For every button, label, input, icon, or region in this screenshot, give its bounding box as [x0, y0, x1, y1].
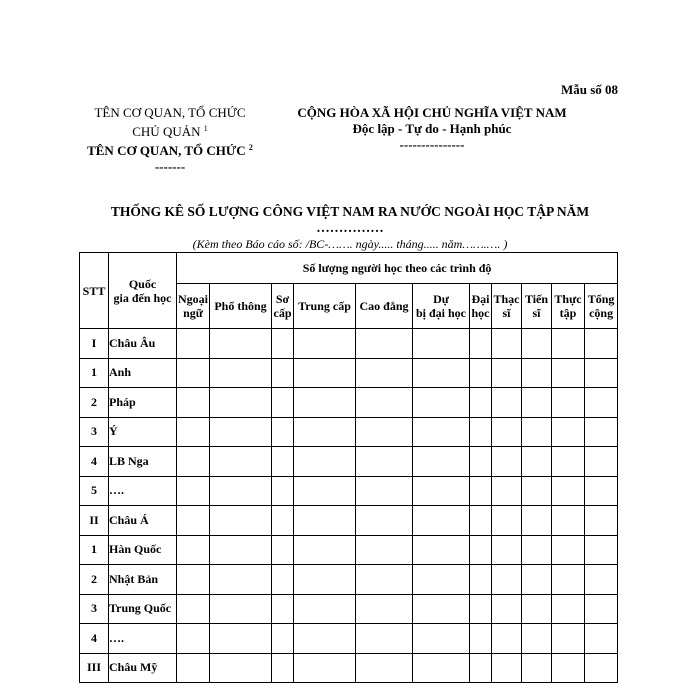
row-value-cell[interactable]: [272, 447, 294, 477]
row-value-cell[interactable]: [210, 476, 272, 506]
row-value-cell[interactable]: [522, 594, 552, 624]
row-value-cell[interactable]: [492, 329, 522, 359]
row-value-cell[interactable]: [585, 358, 618, 388]
row-value-cell[interactable]: [413, 388, 470, 418]
row-value-cell[interactable]: [294, 388, 356, 418]
row-value-cell[interactable]: [522, 653, 552, 683]
row-value-cell[interactable]: [356, 476, 413, 506]
header-level-0: Ngoại ngữ: [177, 284, 210, 329]
row-value-cell[interactable]: [552, 653, 585, 683]
table-row: [80, 624, 618, 654]
row-value-cell[interactable]: [413, 447, 470, 477]
row-value-cell[interactable]: [356, 565, 413, 595]
row-value-cell[interactable]: [585, 653, 618, 683]
row-value-cell[interactable]: [210, 329, 272, 359]
row-value-cell[interactable]: [272, 653, 294, 683]
row-value-cell[interactable]: [492, 476, 522, 506]
row-value-cell[interactable]: [294, 624, 356, 654]
table-row: [80, 506, 618, 536]
row-value-cell[interactable]: [356, 624, 413, 654]
row-value-cell[interactable]: [492, 624, 522, 654]
row-value-cell[interactable]: [522, 535, 552, 565]
row-country: Châu Á: [109, 506, 177, 536]
row-value-cell[interactable]: [413, 653, 470, 683]
table-row: [80, 329, 618, 359]
row-stt: 3: [80, 594, 109, 624]
row-value-cell[interactable]: [356, 329, 413, 359]
row-value-cell[interactable]: [356, 358, 413, 388]
row-value-cell[interactable]: [294, 417, 356, 447]
row-value-cell[interactable]: [177, 506, 210, 536]
row-stt: 5: [80, 476, 109, 506]
row-value-cell[interactable]: [585, 565, 618, 595]
statistics-table: [79, 252, 618, 683]
header-level-5: Dự bị đại học: [413, 284, 470, 329]
motto: Độc lập - Tự do - Hạnh phúc: [352, 121, 512, 136]
row-value-cell[interactable]: [272, 388, 294, 418]
row-value-cell[interactable]: [177, 594, 210, 624]
row-value-cell[interactable]: [356, 653, 413, 683]
row-value-cell[interactable]: [552, 388, 585, 418]
row-value-cell[interactable]: [522, 388, 552, 418]
row-country: Hàn Quốc: [109, 535, 177, 565]
row-value-cell[interactable]: [470, 388, 492, 418]
row-value-cell[interactable]: [272, 624, 294, 654]
row-value-cell[interactable]: [413, 476, 470, 506]
row-value-cell[interactable]: [470, 329, 492, 359]
row-country: Nhật Bản: [109, 565, 177, 595]
table-row: [80, 535, 618, 565]
row-value-cell[interactable]: [413, 594, 470, 624]
row-stt: 1: [80, 535, 109, 565]
motto-divider: ---------------: [399, 137, 465, 152]
table-row: [80, 476, 618, 506]
row-value-cell[interactable]: [470, 653, 492, 683]
row-value-cell[interactable]: [177, 447, 210, 477]
row-value-cell[interactable]: [294, 358, 356, 388]
row-value-cell[interactable]: [356, 594, 413, 624]
row-value-cell[interactable]: [522, 329, 552, 359]
row-value-cell[interactable]: [356, 447, 413, 477]
header-level-6: Đại học: [470, 284, 492, 329]
row-country: Pháp: [109, 388, 177, 418]
form-number: Mẫu số 08: [560, 82, 618, 97]
document-subtitle: (Kèm theo Báo cáo số: /BC-……. ngày..... tháng..... năm…….…. ): [192, 237, 508, 251]
header-country: Quốc gia đến học: [109, 253, 177, 329]
row-value-cell[interactable]: [585, 476, 618, 506]
row-value-cell[interactable]: [210, 653, 272, 683]
row-country: Anh: [109, 358, 177, 388]
row-stt: 2: [80, 565, 109, 595]
row-value-cell[interactable]: [492, 594, 522, 624]
title-line2: ……………: [316, 220, 384, 235]
row-value-cell[interactable]: [585, 594, 618, 624]
row-country: Châu Mỹ: [109, 653, 177, 683]
row-value-cell[interactable]: [177, 624, 210, 654]
row-value-cell[interactable]: [492, 506, 522, 536]
row-value-cell[interactable]: [177, 476, 210, 506]
header-level-7: Thạc sĩ: [492, 284, 522, 329]
header-stt: STT: [80, 253, 109, 329]
row-value-cell[interactable]: [177, 358, 210, 388]
row-value-cell[interactable]: [552, 624, 585, 654]
row-stt: 2: [80, 388, 109, 418]
row-value-cell[interactable]: [210, 624, 272, 654]
row-stt: 4: [80, 447, 109, 477]
row-value-cell[interactable]: [210, 417, 272, 447]
row-value-cell[interactable]: [177, 417, 210, 447]
header-level-9: Thực tập: [552, 284, 585, 329]
row-value-cell[interactable]: [272, 358, 294, 388]
row-value-cell[interactable]: [552, 594, 585, 624]
row-value-cell[interactable]: [294, 594, 356, 624]
row-value-cell[interactable]: [294, 447, 356, 477]
row-value-cell[interactable]: [356, 506, 413, 536]
row-value-cell[interactable]: [210, 594, 272, 624]
title-line1: THỐNG KÊ SỐ LƯỢNG CÔNG VIỆT NAM RA NƯỚC NGOÀI HỌC TẬP NĂM: [110, 204, 590, 219]
row-value-cell[interactable]: [210, 565, 272, 595]
row-value-cell[interactable]: [552, 417, 585, 447]
row-value-cell[interactable]: [210, 447, 272, 477]
agency-divider: -------: [154, 159, 186, 174]
row-value-cell[interactable]: [492, 565, 522, 595]
national-motto-header: [272, 105, 592, 153]
row-value-cell[interactable]: [210, 535, 272, 565]
agency-name: TÊN CƠ QUAN, TỔ CHỨC $^2$: [87, 143, 253, 158]
row-value-cell[interactable]: [522, 447, 552, 477]
row-country: Châu Âu: [109, 329, 177, 359]
row-value-cell[interactable]: [272, 594, 294, 624]
row-value-cell[interactable]: [585, 417, 618, 447]
row-value-cell[interactable]: [413, 358, 470, 388]
row-value-cell[interactable]: [177, 565, 210, 595]
header-level-10: Tổng cộng: [585, 284, 618, 329]
row-value-cell[interactable]: [552, 329, 585, 359]
row-country: LB Nga: [109, 447, 177, 477]
row-country: ….: [109, 476, 177, 506]
row-value-cell[interactable]: [272, 476, 294, 506]
row-value-cell[interactable]: [552, 535, 585, 565]
row-value-cell[interactable]: [552, 358, 585, 388]
row-country: ….: [109, 624, 177, 654]
row-value-cell[interactable]: [294, 506, 356, 536]
row-value-cell[interactable]: [552, 565, 585, 595]
row-country: Trung Quốc: [109, 594, 177, 624]
row-value-cell[interactable]: [210, 388, 272, 418]
row-value-cell[interactable]: [470, 565, 492, 595]
row-value-cell[interactable]: [492, 653, 522, 683]
row-stt: 1: [80, 358, 109, 388]
table-row: [80, 388, 618, 418]
row-value-cell[interactable]: [470, 476, 492, 506]
row-value-cell[interactable]: [470, 417, 492, 447]
row-value-cell[interactable]: [210, 506, 272, 536]
row-value-cell[interactable]: [177, 653, 210, 683]
row-value-cell[interactable]: [294, 329, 356, 359]
row-value-cell[interactable]: [413, 624, 470, 654]
row-stt: I: [80, 329, 109, 359]
row-value-cell[interactable]: [585, 506, 618, 536]
issuing-agency-header: [70, 105, 270, 175]
row-value-cell[interactable]: [522, 476, 552, 506]
row-value-cell[interactable]: [585, 388, 618, 418]
row-value-cell[interactable]: [272, 565, 294, 595]
row-value-cell[interactable]: [522, 624, 552, 654]
row-value-cell[interactable]: [492, 417, 522, 447]
table-row: [80, 447, 618, 477]
row-country: Ý: [109, 417, 177, 447]
row-value-cell[interactable]: [552, 447, 585, 477]
table-row: [80, 565, 618, 595]
row-value-cell[interactable]: [470, 594, 492, 624]
row-value-cell[interactable]: [585, 535, 618, 565]
row-value-cell[interactable]: [470, 535, 492, 565]
row-value-cell[interactable]: [470, 358, 492, 388]
header-level-2: Sơ cấp: [272, 284, 294, 329]
row-value-cell[interactable]: [492, 447, 522, 477]
row-value-cell[interactable]: [522, 506, 552, 536]
row-value-cell[interactable]: [522, 565, 552, 595]
header-level-4: Cao đẳng: [356, 284, 413, 329]
header-level-1: Phổ thông: [210, 284, 272, 329]
row-value-cell[interactable]: [585, 624, 618, 654]
header-level-8: Tiến sĩ: [522, 284, 552, 329]
row-value-cell[interactable]: [585, 447, 618, 477]
row-value-cell[interactable]: [294, 535, 356, 565]
row-value-cell[interactable]: [272, 329, 294, 359]
table-row: [80, 594, 618, 624]
row-value-cell[interactable]: [413, 329, 470, 359]
row-stt: II: [80, 506, 109, 536]
row-stt: III: [80, 653, 109, 683]
row-value-cell[interactable]: [356, 535, 413, 565]
row-value-cell[interactable]: [552, 476, 585, 506]
row-value-cell[interactable]: [177, 329, 210, 359]
table-row: [80, 653, 618, 683]
row-value-cell[interactable]: [177, 388, 210, 418]
row-stt: 3: [80, 417, 109, 447]
row-value-cell[interactable]: [210, 358, 272, 388]
row-value-cell[interactable]: [413, 417, 470, 447]
country-name: CỘNG HÒA XÃ HỘI CHỦ NGHĨA VIỆT NAM: [297, 105, 567, 120]
header-level-group: Số lượng người học theo các trình độ: [177, 253, 618, 284]
header-level-3: Trung cấp: [294, 284, 356, 329]
row-stt: 4: [80, 624, 109, 654]
row-value-cell[interactable]: [552, 506, 585, 536]
parent-agency-line1: TÊN CƠ QUAN, TỔ CHỨC: [94, 105, 246, 120]
row-value-cell[interactable]: [492, 388, 522, 418]
row-value-cell[interactable]: [522, 358, 552, 388]
row-value-cell[interactable]: [272, 535, 294, 565]
row-value-cell[interactable]: [294, 476, 356, 506]
table-row: [80, 358, 618, 388]
row-value-cell[interactable]: [492, 535, 522, 565]
row-value-cell[interactable]: [413, 506, 470, 536]
row-value-cell[interactable]: [177, 535, 210, 565]
row-value-cell[interactable]: [356, 417, 413, 447]
parent-agency-line2: CHỦ QUẢN $^1$: [132, 124, 208, 139]
row-value-cell[interactable]: [272, 417, 294, 447]
row-value-cell[interactable]: [470, 506, 492, 536]
row-value-cell[interactable]: [470, 624, 492, 654]
row-value-cell[interactable]: [585, 329, 618, 359]
row-value-cell[interactable]: [413, 565, 470, 595]
row-value-cell[interactable]: [470, 447, 492, 477]
row-value-cell[interactable]: [294, 653, 356, 683]
document-title: [90, 204, 610, 236]
table-row: [80, 417, 618, 447]
row-value-cell[interactable]: [492, 358, 522, 388]
row-value-cell[interactable]: [413, 535, 470, 565]
row-value-cell[interactable]: [294, 565, 356, 595]
row-value-cell[interactable]: [272, 506, 294, 536]
row-value-cell[interactable]: [522, 417, 552, 447]
row-value-cell[interactable]: [356, 388, 413, 418]
